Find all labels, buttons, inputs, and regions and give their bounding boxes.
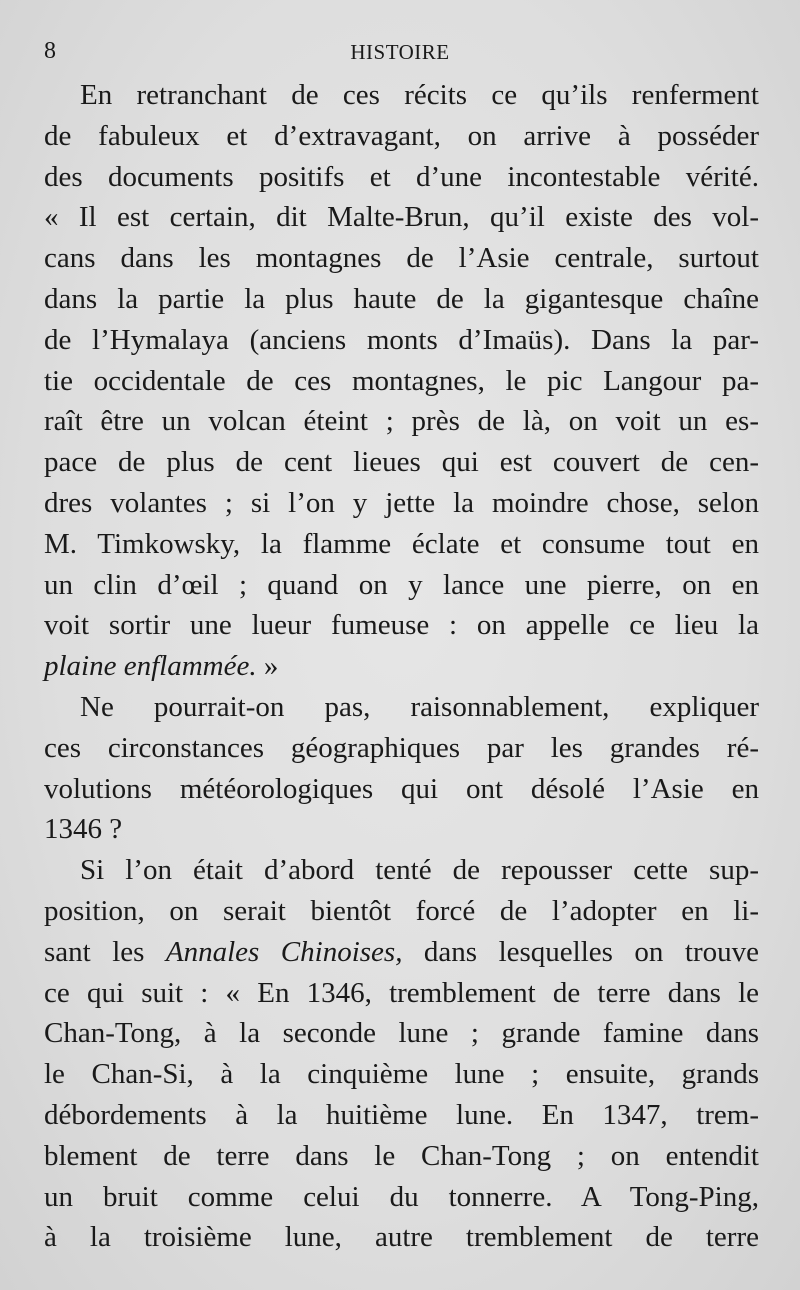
text-line: un bruit comme celui du tonnerre. A Tong-Ping, bbox=[44, 1180, 759, 1213]
text-line: Chan-Tong, à la seconde lune ; grande famine dans bbox=[44, 1017, 759, 1050]
text-line: dres volantes ; si l’on y jette la moindre chose, selon bbox=[44, 486, 759, 519]
text-line: volutions météorologiques qui ont désolé l’Asie en bbox=[44, 772, 759, 805]
text-line: ces circonstances géographiques par les grandes ré- bbox=[44, 731, 759, 764]
text-line: voit sortir une lueur fumeuse : on appelle ce lieu la bbox=[44, 609, 759, 642]
text-line: ce qui suit : « En 1346, tremblement de terre dans le bbox=[44, 976, 759, 1009]
text-line bbox=[44, 932, 759, 973]
text-line: le Chan-Si, à la cinquième lune ; ensuite, grands bbox=[44, 1058, 759, 1091]
text-line: M. Timkowsky, la flamme éclate et consume tout en bbox=[44, 527, 759, 560]
line-suffix: dans lesquelles on trouve bbox=[402, 935, 759, 968]
text-line: de fabuleux et d’extravagant, on arrive à posséder bbox=[44, 119, 759, 152]
text-line: de l’Hymalaya (anciens monts d’Imaüs). Dans la par- bbox=[44, 323, 759, 356]
text-line: des documents positifs et d’une incontestable vérité. bbox=[44, 160, 759, 193]
text-line: raît être un volcan éteint ; près de là, on voit un es- bbox=[44, 405, 759, 438]
paragraph-1 bbox=[44, 75, 759, 687]
body-text bbox=[44, 75, 759, 1258]
text-line: Ne pourrait-on pas, raisonnablement, expliquer bbox=[80, 690, 759, 723]
text-line: pace de plus de cent lieues qui est couvert de cen- bbox=[44, 446, 759, 479]
running-head bbox=[44, 38, 756, 66]
running-title: HISTOIRE bbox=[350, 40, 450, 64]
line-prefix: sant les bbox=[44, 935, 166, 968]
text-line: un clin d’œil ; quand on y lance une pierre, on en bbox=[44, 568, 759, 601]
text-line: dans la partie la plus haute de la gigantesque chaîne bbox=[44, 282, 759, 315]
text-line: blement de terre dans le Chan-Tong ; on entendit bbox=[44, 1139, 759, 1172]
text-line bbox=[44, 646, 759, 687]
paragraph-2 bbox=[44, 687, 759, 850]
text-line: « Il est certain, dit Malte-Brun, qu’il existe des vol- bbox=[44, 201, 759, 234]
text-line: 1346 ? bbox=[44, 813, 123, 846]
text-line: position, on serait bientôt forcé de l’adopter en li- bbox=[44, 894, 759, 927]
italic-phrase: plaine enflammée. bbox=[44, 650, 257, 683]
italic-title: Annales Chinoises, bbox=[165, 935, 403, 968]
page-number: 8 bbox=[44, 38, 56, 64]
closing-quote: » bbox=[256, 650, 279, 683]
text-line: cans dans les montagnes de l’Asie centrale, surtout bbox=[44, 242, 759, 275]
text-line: En retranchant de ces récits ce qu’ils renferment bbox=[80, 79, 759, 111]
text-line: débordements à la huitième lune. En 1347, trem- bbox=[44, 1098, 759, 1131]
paragraph-3 bbox=[44, 850, 759, 1258]
text-line: à la troisième lune, autre tremblement de terre bbox=[44, 1221, 759, 1254]
text-line: tie occidentale de ces montagnes, le pic Langour pa- bbox=[44, 364, 759, 397]
text-line: Si l’on était d’abord tenté de repousser cette sup- bbox=[80, 854, 759, 887]
